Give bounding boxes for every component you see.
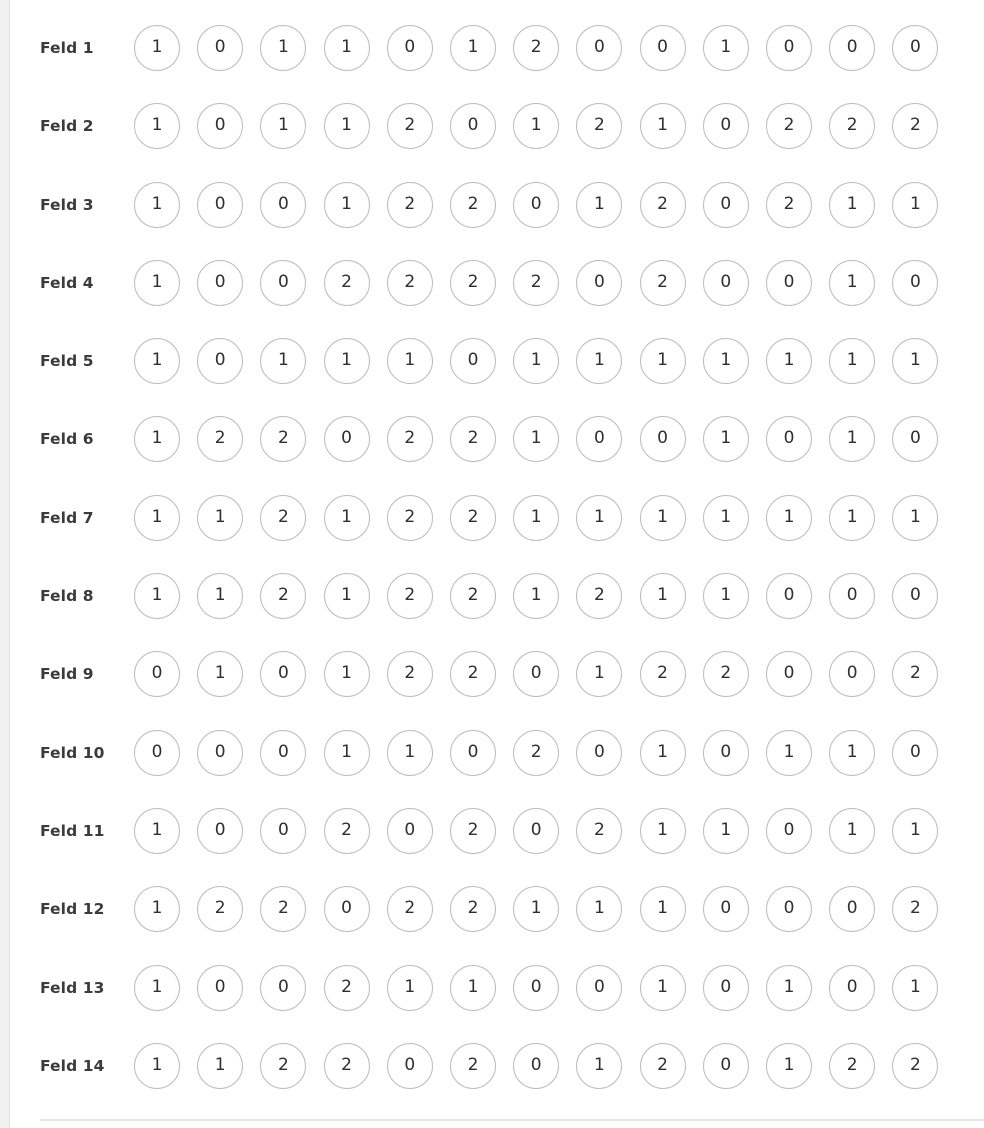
tip-option-9[interactable]: 2 (640, 1043, 686, 1089)
field-row (0, 557, 984, 635)
tip-option-4[interactable]: 1 (324, 25, 370, 71)
tip-option-3[interactable]: 2 (260, 416, 306, 462)
tip-option-3[interactable]: 0 (260, 730, 306, 776)
field-label: Feld 5 (40, 352, 94, 371)
tip-option-12[interactable]: 0 (829, 651, 875, 697)
field-label: Feld 7 (40, 508, 94, 527)
tip-option-8[interactable]: 0 (576, 730, 622, 776)
tip-option-1[interactable]: 1 (134, 573, 180, 619)
tip-option-1[interactable]: 1 (134, 808, 180, 854)
tip-option-5[interactable]: 2 (387, 260, 433, 306)
tip-option-10[interactable]: 0 (703, 965, 749, 1011)
tip-option-6[interactable]: 0 (450, 730, 496, 776)
tip-option-2[interactable]: 0 (197, 808, 243, 854)
tip-option-3[interactable]: 1 (260, 338, 306, 384)
tip-option-4[interactable]: 0 (324, 416, 370, 462)
tip-option-5[interactable]: 1 (387, 730, 433, 776)
field-label: Feld 10 (40, 743, 105, 762)
tip-option-12[interactable]: 1 (829, 730, 875, 776)
tip-option-12[interactable]: 0 (829, 965, 875, 1011)
tip-option-11[interactable]: 2 (766, 103, 812, 149)
tip-grid (0, 9, 984, 1105)
tip-option-3[interactable]: 2 (260, 573, 306, 619)
tip-option-9[interactable]: 0 (640, 416, 686, 462)
tip-option-9[interactable]: 2 (640, 260, 686, 306)
tip-option-13[interactable]: 1 (892, 965, 938, 1011)
field-row (0, 400, 984, 478)
tip-option-9[interactable]: 2 (640, 182, 686, 228)
tip-option-12[interactable]: 1 (829, 260, 875, 306)
field-row (0, 792, 984, 870)
tip-option-7[interactable]: 1 (513, 416, 559, 462)
tip-option-5[interactable]: 0 (387, 25, 433, 71)
tip-option-9[interactable]: 1 (640, 730, 686, 776)
tip-option-9[interactable]: 1 (640, 338, 686, 384)
tip-option-4[interactable]: 0 (324, 886, 370, 932)
field-label: Feld 11 (40, 821, 105, 840)
tip-option-12[interactable]: 0 (829, 25, 875, 71)
tip-option-9[interactable]: 1 (640, 103, 686, 149)
tip-option-10[interactable]: 0 (703, 886, 749, 932)
tip-option-8[interactable]: 2 (576, 808, 622, 854)
tip-option-9[interactable]: 1 (640, 495, 686, 541)
tip-option-8[interactable]: 1 (576, 182, 622, 228)
tip-option-13[interactable]: 2 (892, 103, 938, 149)
tip-option-2[interactable]: 1 (197, 651, 243, 697)
tip-option-4[interactable]: 1 (324, 651, 370, 697)
tip-option-6[interactable]: 2 (450, 886, 496, 932)
tip-option-10[interactable]: 0 (703, 1043, 749, 1089)
tip-option-11[interactable]: 0 (766, 25, 812, 71)
tip-option-11[interactable]: 0 (766, 651, 812, 697)
tip-option-10[interactable]: 0 (703, 103, 749, 149)
tip-option-8[interactable]: 1 (576, 886, 622, 932)
tip-option-3[interactable]: 1 (260, 25, 306, 71)
tip-option-1[interactable]: 1 (134, 965, 180, 1011)
tip-option-2[interactable]: 1 (197, 573, 243, 619)
tip-option-6[interactable]: 2 (450, 573, 496, 619)
tip-option-11[interactable]: 1 (766, 1043, 812, 1089)
tip-option-1[interactable]: 1 (134, 1043, 180, 1089)
tip-option-11[interactable]: 0 (766, 260, 812, 306)
tip-option-7[interactable]: 1 (513, 103, 559, 149)
field-row (0, 479, 984, 557)
tip-option-2[interactable]: 0 (197, 260, 243, 306)
field-label: Feld 13 (40, 978, 105, 997)
field-label: Feld 2 (40, 117, 94, 136)
tip-option-12[interactable]: 1 (829, 495, 875, 541)
tip-option-8[interactable]: 1 (576, 651, 622, 697)
tip-option-7[interactable]: 0 (513, 651, 559, 697)
tip-option-4[interactable]: 2 (324, 965, 370, 1011)
field-label: Feld 9 (40, 665, 94, 684)
tip-option-8[interactable]: 1 (576, 338, 622, 384)
tip-option-9[interactable]: 1 (640, 808, 686, 854)
tip-option-6[interactable]: 2 (450, 495, 496, 541)
tip-option-1[interactable]: 1 (134, 338, 180, 384)
tip-option-4[interactable]: 1 (324, 573, 370, 619)
tip-option-1[interactable]: 1 (134, 182, 180, 228)
tip-option-7[interactable]: 0 (513, 1043, 559, 1089)
tip-option-8[interactable]: 0 (576, 416, 622, 462)
tip-option-12[interactable]: 0 (829, 573, 875, 619)
tip-option-3[interactable]: 0 (260, 651, 306, 697)
tip-option-4[interactable]: 2 (324, 808, 370, 854)
tip-option-1[interactable]: 0 (134, 651, 180, 697)
tip-option-1[interactable]: 0 (134, 730, 180, 776)
tip-option-4[interactable]: 1 (324, 182, 370, 228)
tip-option-6[interactable]: 0 (450, 103, 496, 149)
tip-option-13[interactable]: 0 (892, 25, 938, 71)
field-label: Feld 6 (40, 430, 94, 449)
tip-option-2[interactable]: 0 (197, 103, 243, 149)
tip-option-3[interactable]: 2 (260, 495, 306, 541)
tip-option-4[interactable]: 2 (324, 260, 370, 306)
tip-option-7[interactable]: 1 (513, 338, 559, 384)
field-label: Feld 12 (40, 900, 105, 919)
tip-option-6[interactable]: 0 (450, 338, 496, 384)
tip-option-4[interactable]: 1 (324, 730, 370, 776)
tip-option-3[interactable]: 0 (260, 965, 306, 1011)
tip-option-7[interactable]: 1 (513, 495, 559, 541)
tip-option-8[interactable]: 2 (576, 103, 622, 149)
tip-option-1[interactable]: 1 (134, 103, 180, 149)
tip-option-13[interactable]: 0 (892, 573, 938, 619)
tip-option-11[interactable]: 1 (766, 495, 812, 541)
tip-option-3[interactable]: 1 (260, 103, 306, 149)
tip-option-2[interactable]: 1 (197, 495, 243, 541)
tip-option-11[interactable]: 0 (766, 416, 812, 462)
tip-option-8[interactable]: 0 (576, 25, 622, 71)
tip-option-11[interactable]: 1 (766, 965, 812, 1011)
tip-option-12[interactable]: 1 (829, 416, 875, 462)
field-label: Feld 4 (40, 273, 94, 292)
tip-option-9[interactable]: 0 (640, 25, 686, 71)
tip-option-3[interactable]: 2 (260, 1043, 306, 1089)
tip-option-2[interactable]: 0 (197, 25, 243, 71)
tip-option-12[interactable]: 1 (829, 808, 875, 854)
tip-option-11[interactable]: 2 (766, 182, 812, 228)
tip-option-11[interactable]: 0 (766, 808, 812, 854)
tip-option-6[interactable]: 2 (450, 1043, 496, 1089)
tip-option-10[interactable]: 1 (703, 416, 749, 462)
tip-option-4[interactable]: 2 (324, 1043, 370, 1089)
tip-option-5[interactable]: 2 (387, 573, 433, 619)
tip-option-9[interactable]: 1 (640, 886, 686, 932)
tip-option-10[interactable]: 1 (703, 495, 749, 541)
tip-option-13[interactable]: 2 (892, 651, 938, 697)
tip-option-1[interactable]: 1 (134, 25, 180, 71)
field-row (0, 9, 984, 87)
tip-option-6[interactable]: 2 (450, 416, 496, 462)
tip-option-4[interactable]: 1 (324, 103, 370, 149)
tip-option-7[interactable]: 0 (513, 808, 559, 854)
tip-option-1[interactable]: 1 (134, 260, 180, 306)
field-label: Feld 14 (40, 1056, 105, 1075)
tip-option-5[interactable]: 2 (387, 651, 433, 697)
tip-option-2[interactable]: 0 (197, 730, 243, 776)
field-row (0, 949, 984, 1027)
tip-option-10[interactable]: 2 (703, 651, 749, 697)
tip-option-3[interactable]: 0 (260, 808, 306, 854)
tip-option-13[interactable]: 0 (892, 730, 938, 776)
tip-option-7[interactable]: 1 (513, 573, 559, 619)
tip-option-6[interactable]: 2 (450, 260, 496, 306)
tip-option-12[interactable]: 1 (829, 338, 875, 384)
tip-option-11[interactable]: 0 (766, 886, 812, 932)
field-row (0, 635, 984, 713)
tip-option-4[interactable]: 1 (324, 338, 370, 384)
tip-option-11[interactable]: 1 (766, 338, 812, 384)
field-row (0, 87, 984, 165)
tip-option-10[interactable]: 1 (703, 25, 749, 71)
tip-option-9[interactable]: 1 (640, 573, 686, 619)
tip-option-6[interactable]: 1 (450, 25, 496, 71)
tip-option-2[interactable]: 0 (197, 965, 243, 1011)
field-row (0, 322, 984, 400)
bottom-divider (40, 1119, 984, 1121)
tip-option-11[interactable]: 0 (766, 573, 812, 619)
tip-option-7[interactable]: 0 (513, 965, 559, 1011)
tip-option-13[interactable]: 0 (892, 260, 938, 306)
tip-option-10[interactable]: 1 (703, 808, 749, 854)
tip-option-5[interactable]: 2 (387, 495, 433, 541)
tip-option-8[interactable]: 0 (576, 260, 622, 306)
tip-option-13[interactable]: 1 (892, 338, 938, 384)
tip-option-2[interactable]: 2 (197, 416, 243, 462)
tip-option-9[interactable]: 2 (640, 651, 686, 697)
tip-option-13[interactable]: 0 (892, 416, 938, 462)
tip-option-3[interactable]: 2 (260, 886, 306, 932)
tip-option-7[interactable]: 0 (513, 182, 559, 228)
field-row (0, 870, 984, 948)
tip-option-10[interactable]: 0 (703, 260, 749, 306)
tip-option-4[interactable]: 1 (324, 495, 370, 541)
tip-option-12[interactable]: 1 (829, 182, 875, 228)
tip-option-8[interactable]: 1 (576, 495, 622, 541)
tip-option-5[interactable]: 2 (387, 182, 433, 228)
tip-option-5[interactable]: 2 (387, 103, 433, 149)
tip-option-13[interactable]: 1 (892, 495, 938, 541)
tip-option-6[interactable]: 2 (450, 651, 496, 697)
tip-option-5[interactable]: 2 (387, 416, 433, 462)
field-row (0, 1027, 984, 1105)
tip-option-1[interactable]: 1 (134, 495, 180, 541)
tip-option-3[interactable]: 0 (260, 182, 306, 228)
tip-option-13[interactable]: 1 (892, 808, 938, 854)
tip-option-7[interactable]: 2 (513, 730, 559, 776)
tip-option-6[interactable]: 1 (450, 965, 496, 1011)
tip-option-7[interactable]: 2 (513, 260, 559, 306)
tip-option-3[interactable]: 0 (260, 260, 306, 306)
tip-option-8[interactable]: 1 (576, 1043, 622, 1089)
field-row (0, 166, 984, 244)
tip-option-7[interactable]: 1 (513, 886, 559, 932)
tip-option-1[interactable]: 1 (134, 886, 180, 932)
tip-option-2[interactable]: 1 (197, 1043, 243, 1089)
field-row (0, 244, 984, 322)
tip-option-7[interactable]: 2 (513, 25, 559, 71)
tip-option-5[interactable]: 2 (387, 886, 433, 932)
tip-option-11[interactable]: 1 (766, 730, 812, 776)
tip-option-9[interactable]: 1 (640, 965, 686, 1011)
field-row (0, 714, 984, 792)
tip-option-13[interactable]: 2 (892, 886, 938, 932)
tip-option-10[interactable]: 1 (703, 338, 749, 384)
tip-option-2[interactable]: 2 (197, 886, 243, 932)
tip-option-10[interactable]: 0 (703, 730, 749, 776)
tip-option-5[interactable]: 0 (387, 1043, 433, 1089)
field-label: Feld 8 (40, 587, 94, 606)
tip-option-2[interactable]: 0 (197, 182, 243, 228)
tip-option-13[interactable]: 2 (892, 1043, 938, 1089)
tip-option-5[interactable]: 0 (387, 808, 433, 854)
tip-option-6[interactable]: 2 (450, 808, 496, 854)
tip-option-5[interactable]: 1 (387, 965, 433, 1011)
tip-option-12[interactable]: 0 (829, 886, 875, 932)
tip-option-8[interactable]: 2 (576, 573, 622, 619)
tip-option-2[interactable]: 0 (197, 338, 243, 384)
tip-option-10[interactable]: 1 (703, 573, 749, 619)
tip-option-6[interactable]: 2 (450, 182, 496, 228)
tip-option-5[interactable]: 1 (387, 338, 433, 384)
tip-option-10[interactable]: 0 (703, 182, 749, 228)
tip-option-1[interactable]: 1 (134, 416, 180, 462)
tip-option-12[interactable]: 2 (829, 1043, 875, 1089)
field-label: Feld 1 (40, 39, 94, 57)
tip-option-13[interactable]: 1 (892, 182, 938, 228)
field-label: Feld 3 (40, 195, 94, 214)
tip-option-12[interactable]: 2 (829, 103, 875, 149)
tip-option-8[interactable]: 0 (576, 965, 622, 1011)
